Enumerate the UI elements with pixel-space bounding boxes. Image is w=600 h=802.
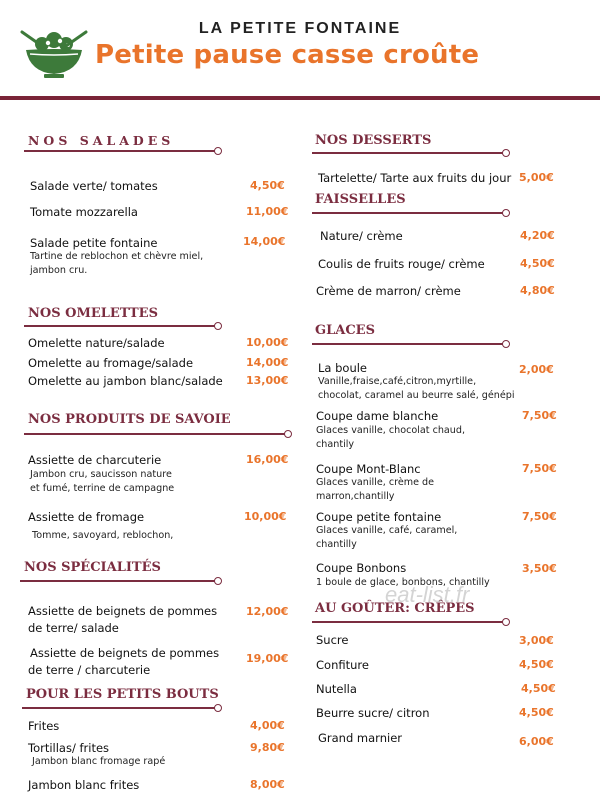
menu-item-name: de terre/ salade xyxy=(28,621,119,635)
menu-item-price: 4,50€ xyxy=(519,658,554,671)
menu-item-name: Assiette de fromage xyxy=(28,510,145,524)
section-title-desserts: NOS DESSERTS xyxy=(315,133,432,148)
section-title-faisselles: FAISSELLES xyxy=(315,192,406,207)
menu-item-description: Jambon blanc fromage rapé xyxy=(32,756,166,767)
menu-item-price: 3,00€ xyxy=(519,634,554,647)
menu-item-price: 4,20€ xyxy=(520,229,555,242)
menu-item-description: chantilly xyxy=(316,539,357,550)
section-rule xyxy=(312,209,510,217)
section-rule xyxy=(312,340,510,348)
menu-item-name: Omelette au jambon blanc/salade xyxy=(28,374,223,388)
menu-item-description: chocolat, caramel au beurre salé, génépi xyxy=(318,390,515,401)
section-rule xyxy=(312,618,510,626)
menu-item-description: Tartine de reblochon et chèvre miel, xyxy=(30,251,204,262)
section-rule xyxy=(22,704,222,712)
menu-item-price: 4,50€ xyxy=(519,706,554,719)
menu-item-name: La boule xyxy=(318,361,368,375)
menu-item-price: 2,00€ xyxy=(519,363,554,376)
section-title-savoie: NOS PRODUITS DE SAVOIE xyxy=(28,412,231,427)
menu-item-price: 4,50€ xyxy=(520,257,555,270)
menu-item-price: 12,00€ xyxy=(246,605,289,618)
brand-name: LA PETITE FONTAINE xyxy=(198,20,402,37)
menu-item-description: et fumé, terrine de campagne xyxy=(30,483,175,494)
menu-item-name: Tortillas/ frites xyxy=(28,741,110,755)
menu-item-description: 1 boule de glace, bonbons, chantilly xyxy=(316,577,490,588)
menu-item-description: Glaces vanille, crème de xyxy=(316,477,435,488)
menu-item-name: Coupe Mont-Blanc xyxy=(316,462,421,476)
menu-item-price: 14,00€ xyxy=(243,235,286,248)
menu-item-price: 4,50€ xyxy=(250,179,285,192)
menu-item-price: 8,00€ xyxy=(250,778,285,791)
menu-item-price: 19,00€ xyxy=(246,652,289,665)
section-title-omelettes: NOS OMELETTES xyxy=(28,306,158,321)
menu-item-price: 16,00€ xyxy=(246,453,289,466)
menu-item-price: 3,50€ xyxy=(522,562,557,575)
section-rule xyxy=(312,149,510,157)
menu-item-description: Glaces vanille, café, caramel, xyxy=(316,525,458,536)
section-title-glaces: GLACES xyxy=(315,323,375,338)
menu-item-price: 7,50€ xyxy=(522,462,557,475)
menu-item-name: Frites xyxy=(28,719,60,733)
menu-item-description: marron,chantilly xyxy=(316,491,395,502)
menu-item-name: Tartelette/ Tarte aux fruits du jour xyxy=(318,171,512,185)
menu-item-name: Tomate mozzarella xyxy=(30,205,138,219)
menu-item-description: Glaces vanille, chocolat chaud, xyxy=(316,425,466,436)
menu-item-description: jambon cru. xyxy=(30,265,88,276)
page-title: Petite pause casse croûte xyxy=(95,40,480,70)
menu-item-name: Assiette de charcuterie xyxy=(28,453,162,467)
menu-item-name: Assiette de beignets de pommes xyxy=(30,646,220,660)
menu-item-price: 4,50€ xyxy=(521,682,556,695)
menu-item-name: Confiture xyxy=(316,658,369,672)
menu-item-price: 7,50€ xyxy=(522,510,557,523)
menu-item-name: Salade petite fontaine xyxy=(30,236,158,250)
section-title-gouter: AU GOÛTER: CRÊPES xyxy=(315,601,475,616)
menu-item-name: Assiette de beignets de pommes xyxy=(28,604,218,618)
menu-item-price: 9,80€ xyxy=(250,741,285,754)
menu-item-price: 14,00€ xyxy=(246,356,289,369)
menu-item-name: Beurre sucre/ citron xyxy=(316,706,430,720)
menu-item-price: 4,80€ xyxy=(520,284,555,297)
menu-item-description: Vanille,fraise,café,citron,myrtille, xyxy=(318,376,477,387)
section-title-petits-bouts: POUR LES PETITS BOUTS xyxy=(26,687,219,702)
menu-item-price: 10,00€ xyxy=(244,510,287,523)
menu-item-name: Nutella xyxy=(316,682,357,696)
menu-item-name: Crème de marron/ crème xyxy=(316,284,461,298)
section-rule xyxy=(24,147,222,155)
menu-item-name: Coulis de fruits rouge/ crème xyxy=(318,257,485,271)
section-rule xyxy=(24,430,292,438)
menu-item-description: Jambon cru, saucisson nature xyxy=(30,469,172,480)
menu-item-price: 6,00€ xyxy=(519,735,554,748)
header-divider xyxy=(0,96,600,100)
menu-item-name: Nature/ crème xyxy=(320,229,403,243)
menu-item-name: Salade verte/ tomates xyxy=(30,179,158,193)
menu-item-name: Jambon blanc frites xyxy=(28,778,140,792)
menu-item-price: 11,00€ xyxy=(246,205,289,218)
section-title-salades: NOS SALADES xyxy=(28,133,175,148)
menu-item-price: 4,00€ xyxy=(250,719,285,732)
menu-item-price: 10,00€ xyxy=(246,336,289,349)
menu-item-price: 7,50€ xyxy=(522,409,557,422)
menu-item-price: 5,00€ xyxy=(519,171,554,184)
menu-item-name: Coupe Bonbons xyxy=(316,561,407,575)
menu-item-name: Coupe dame blanche xyxy=(316,409,439,423)
section-rule xyxy=(24,322,222,330)
menu-item-price: 13,00€ xyxy=(246,374,289,387)
menu-item-name: Omelette au fromage/salade xyxy=(28,356,194,370)
menu-item-name: Sucre xyxy=(316,633,349,647)
menu-item-name: Coupe petite fontaine xyxy=(316,510,442,524)
menu-item-description: chantily xyxy=(316,439,355,450)
menu-item-name: de terre / charcuterie xyxy=(28,663,151,677)
section-rule xyxy=(20,577,222,585)
menu-item-name: Grand marnier xyxy=(318,731,402,745)
menu-item-description: Tomme, savoyard, reblochon, xyxy=(32,530,174,541)
section-title-specialites: NOS SPÉCIALITÉS xyxy=(24,560,161,575)
menu-item-name: Omelette nature/salade xyxy=(28,336,165,350)
watermark: eat-list.fr xyxy=(385,582,470,607)
